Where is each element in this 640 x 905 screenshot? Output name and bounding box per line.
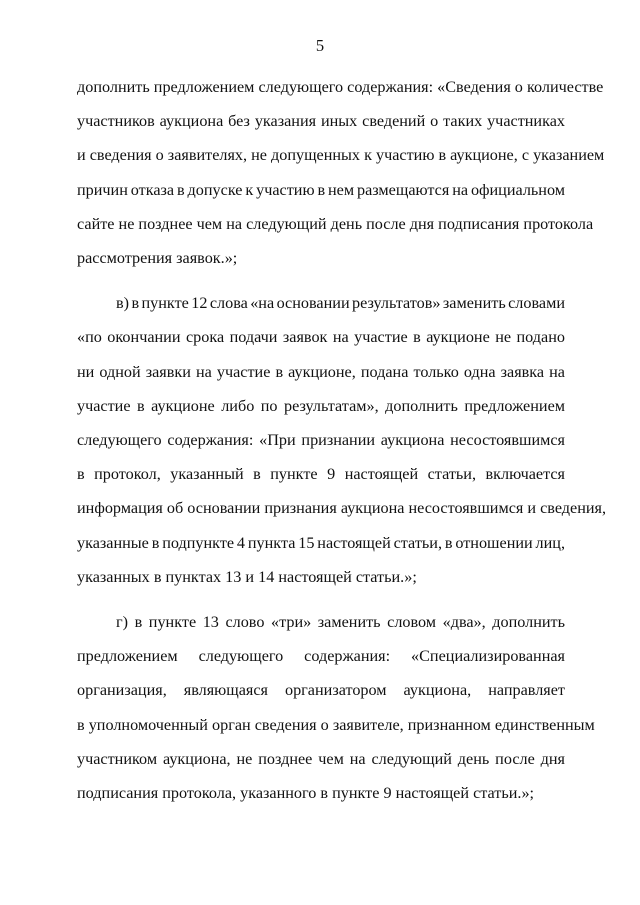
text-line: ни одной заявки на участие в аукционе, подана только одна заявка на — [77, 362, 565, 381]
text-line: указанных в пунктах 13 и 14 настоящей статьи.»; — [77, 567, 417, 586]
text-line: организация, являющаяся организатором аукциона, направляет — [77, 681, 565, 700]
paragraph-continuation — [77, 70, 605, 275]
text-line: в протокол, указанный в пункте 9 настоящей статьи, включается — [77, 465, 565, 484]
paragraph-item-g — [77, 605, 595, 810]
text-line: участников аукциона без указания иных сведений о таких участниках — [77, 112, 565, 131]
text-line: указанные в подпункте 4 пункта 15 настоящей статьи, в отношении лиц, — [77, 533, 565, 552]
text-line: информация об основании признания аукциона несостоявшимся и сведения, — [77, 499, 607, 518]
text-line: участие в аукционе либо по результатам», дополнить предложением — [77, 396, 565, 415]
text-line: дополнить предложением следующего содержания: «Сведения о количестве — [77, 78, 604, 96]
text-line: и сведения о заявителях, не допущенных к участию в аукционе, с указанием — [77, 146, 605, 165]
text-line: участником аукциона, не позднее чем на следующий день после дня — [77, 749, 565, 768]
text-line: причин отказа в допуске к участию в нем размещаются на официальном — [77, 180, 565, 199]
text-line: в уполномоченный орган сведения о заявителе, признанном единственным — [77, 715, 595, 734]
paragraph-item-v — [77, 286, 607, 594]
text-line: сайте не позднее чем на следующий день после дня подписания протокола — [77, 214, 594, 233]
text-line: г) в пункте 13 слово «три» заменить словом «два», дополнить — [116, 613, 565, 632]
text-line: следующего содержания: «При признании аукциона несостоявшимся — [77, 431, 565, 450]
text-line: «по окончании срока подачи заявок на участие в аукционе не подано — [77, 328, 565, 347]
page-number: 5 — [315, 36, 325, 55]
text-line: предложением следующего содержания: «Специализированная — [77, 647, 565, 666]
text-line: в) в пункте 12 слова «на основании результатов» заменить словами — [116, 294, 565, 313]
text-line: подписания протокола, указанного в пункте 9 настоящей статьи.»; — [77, 784, 535, 803]
text-line: рассмотрения заявок.»; — [77, 249, 238, 268]
document-body — [77, 70, 607, 810]
